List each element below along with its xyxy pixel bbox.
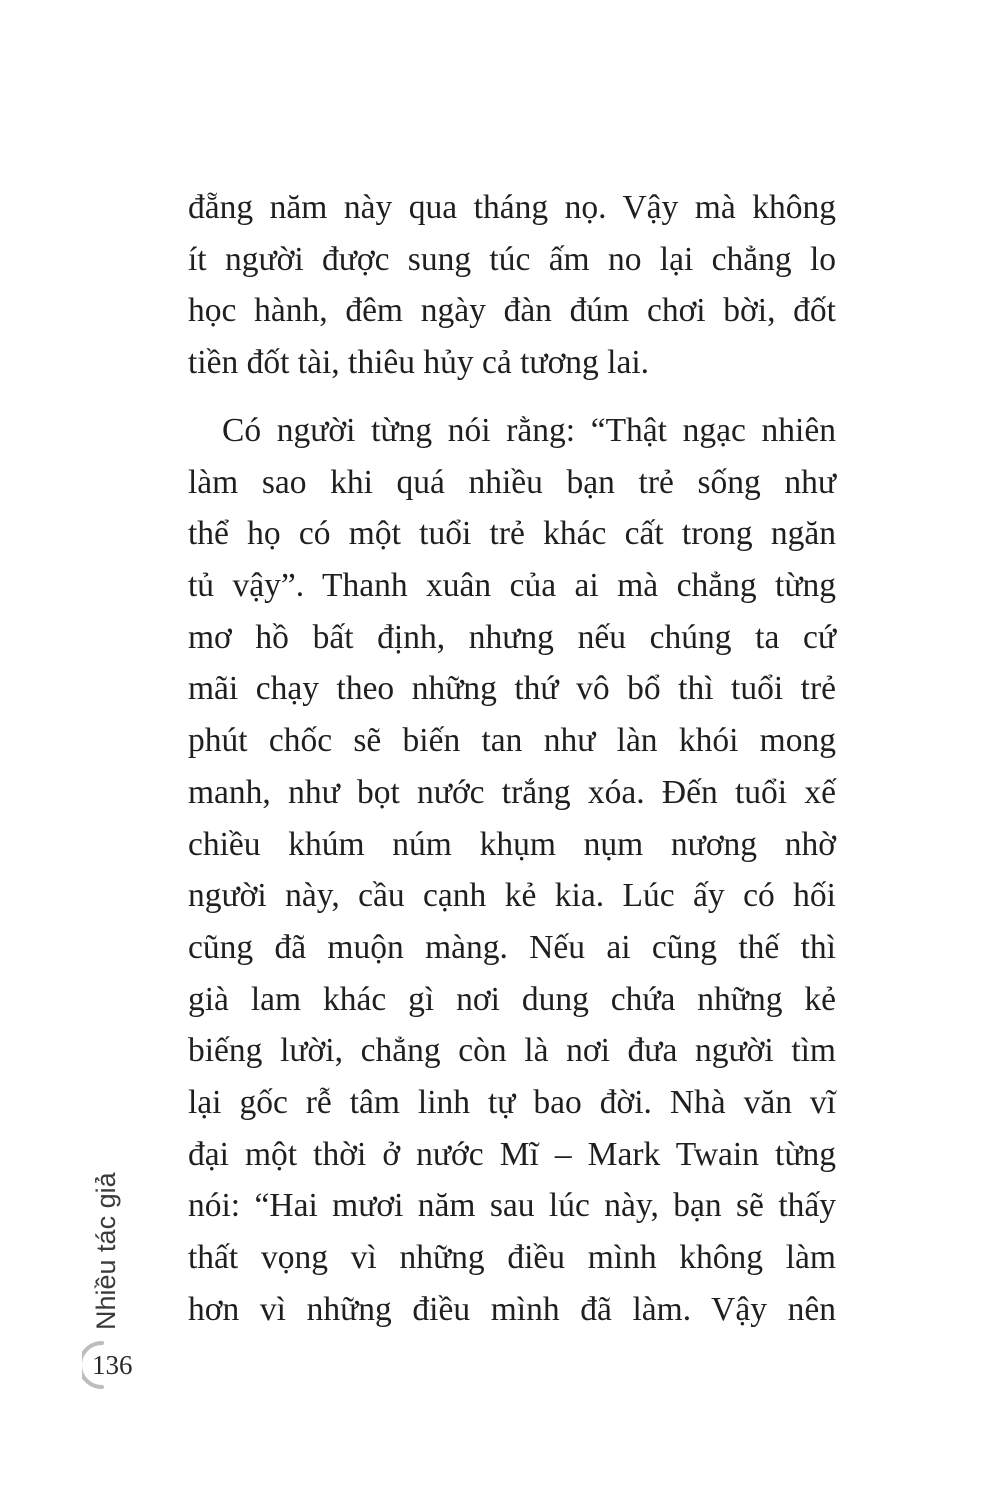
text-line: đại một thời ở nước Mĩ – Mark Twain từng [188,1135,836,1173]
text-line: học hành, đêm ngày đàn đúm chơi bời, đốt [188,292,836,330]
text-line: đẵng năm này qua tháng nọ. Vậy mà không [188,189,836,226]
text-line: ít người được sung túc ấm no lại chẳng lo [188,240,836,278]
text-line: tiền đốt tài, thiêu hủy cả tương lai. [188,344,650,382]
text-line: phút chốc sẽ biến tan như làn khói mong [188,722,836,760]
text-line: mãi chạy theo những thứ vô bổ thì tuổi trẻ [188,670,836,708]
page-number-text: 136 [92,1350,133,1380]
text-line: Có người từng nói rằng: “Thật ngạc nhiên [222,412,836,450]
text-line: nói: “Hai mươi năm sau lúc này, bạn sẽ thấy [188,1187,836,1225]
text-line: già lam khác gì nơi dung chứa những kẻ [188,980,836,1018]
text-line: manh, như bọt nước trắng xóa. Đến tuổi xế [188,773,836,811]
text-line: biếng lười, chẳng còn là nơi đưa người tìm [188,1032,836,1070]
text-line: cũng đã muộn màng. Nếu ai cũng thế thì [188,928,836,966]
text-line: lại gốc rễ tâm linh tự bao đời. Nhà văn vĩ [188,1083,836,1121]
text-line: chiều khúm núm khụm nụm nương nhờ [188,825,836,863]
text-line: thể họ có một tuổi trẻ khác cất trong ngăn [188,515,836,553]
text-line: làm sao khi quá nhiều bạn trẻ sống như [188,463,836,501]
paragraph-gap [188,389,836,405]
running-head-text: Nhiều tác giả [91,1172,121,1330]
text-line: người này, cầu cạnh kẻ kia. Lúc ấy có hối [188,877,836,915]
text-line: mơ hồ bất định, nhưng nếu chúng ta cứ [188,618,836,656]
page-number [82,1340,132,1390]
body-text [188,182,836,1335]
running-head [86,1150,126,1330]
text-line: hơn vì những điều mình đã làm. Vậy nên [188,1290,836,1328]
text-line: tủ vậy”. Thanh xuân của ai mà chẳng từng [188,567,836,605]
text-line: thất vọng vì những điều mình không làm [188,1239,836,1277]
